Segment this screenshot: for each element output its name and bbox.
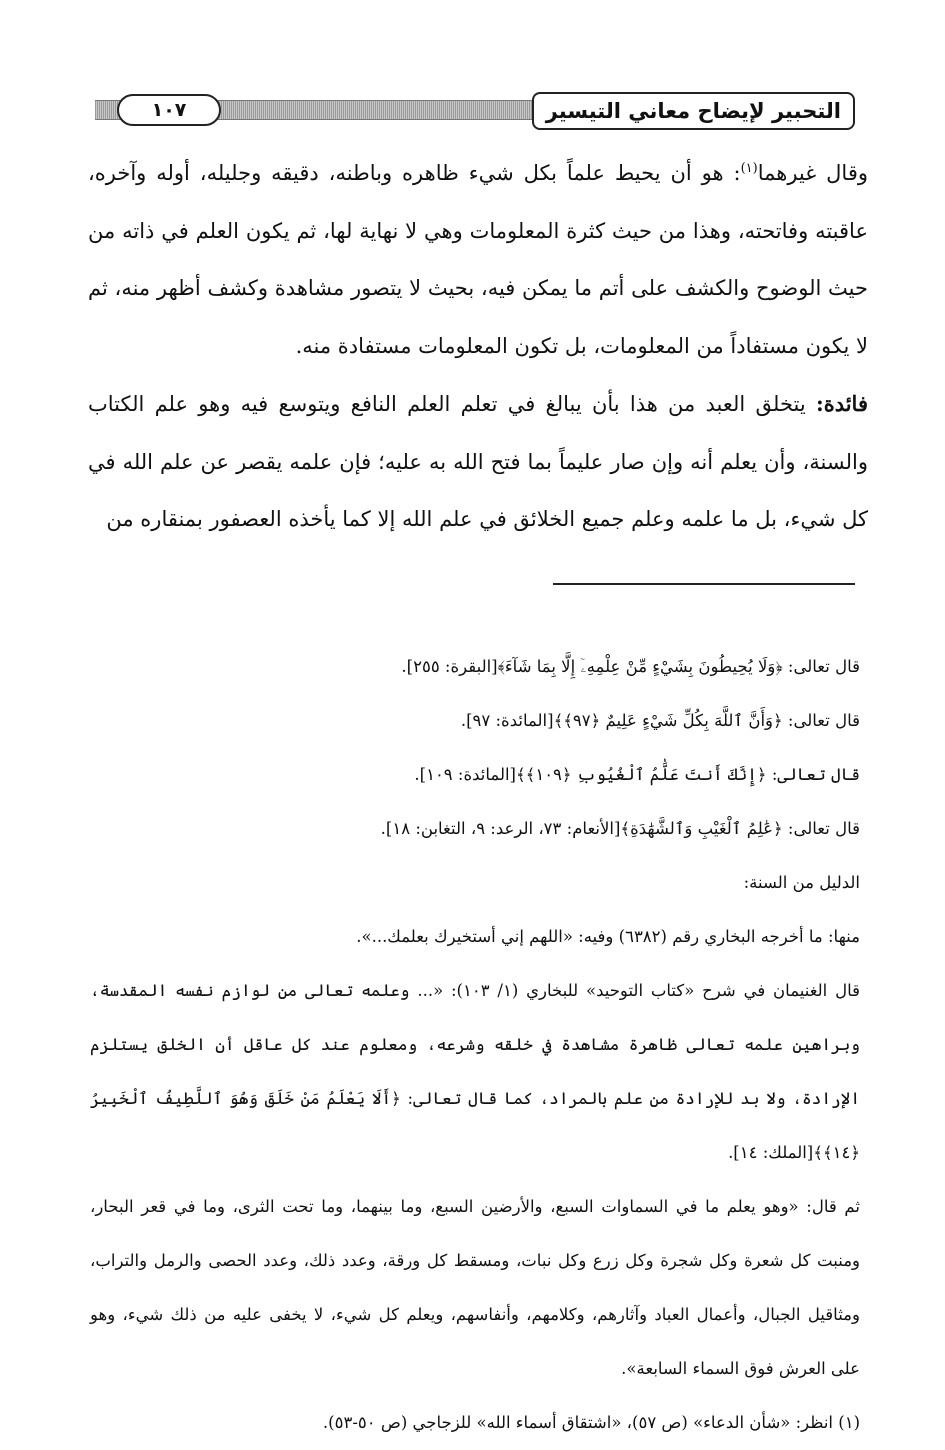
note-line-anam: قال تعالى: ﴿عَٰلِمُ ٱلْغَيْبِ وَٱلشَّهَٰدَةِ﴾[الأنعام: ٧٣، الرعد: ٩، التغابن: ١٨]. xyxy=(380,819,860,838)
note-line-maida-97: قال تعالى: ﴿وَأَنَّ ٱللَّهَ بِكُلِّ شَيْءٍ عَلِيمٌ ﴿٩٧﴾﴾[المائدة: ٩٧]. xyxy=(460,711,860,730)
footnotes-section xyxy=(90,640,860,1450)
note-line-maida-109: قال تعالى: ﴿إِنَّكَ أَنتَ عَلَّٰمُ ٱلْغُيُوبِ ﴿١٠٩﴾﴾[المائدة: ١٠٩]. xyxy=(414,765,860,784)
note-block-ghunayman: قال الغنيمان في شرح «كتاب التوحيد» للبخاري (١/ ١٠٣): «... وعلمه تعالى من لوازم نفسه المقدسة، وبراهين علمه تعالى ظاهرة مشاهدة في خلقه وشرعه، ومعلوم عند كل عاقل أن الخلق يستلزم الإرادة، ولا بد للإرادة من علم بالمراد، كما قال تعالى: ﴿أَلَا يَعْلَمُ مَنْ خَلَقَ وَهُوَ ٱللَّطِيفُ ٱلْخَبِيرُ ﴿١٤﴾﴾[الملك: ١٤]. xyxy=(90,981,860,1162)
footnote-1: (١) انظر: «شأن الدعاء» (ص ٥٧)، «اشتقاق أسماء الله» للزجاجي (ص ٥٠-٥٣). xyxy=(322,1413,860,1432)
page-header xyxy=(95,92,855,132)
paragraph-definition-start: وقال غيرهما xyxy=(757,161,868,185)
book-title: التحبير لإيضاح معاني التيسير xyxy=(532,92,855,130)
note-line-baqara: قال تعالى: ﴿وَلَا يُحِيطُونَ بِشَيْءٍ مِّنْ عِلْمِهِۦٓ إِلَّا بِمَا شَآءَ﴾[البقرة: ٢٥٥]. xyxy=(401,657,860,676)
page-number: ١٠٧ xyxy=(117,94,221,126)
note-line-bukhari: منها: ما أخرجه البخاري رقم (٦٣٨٢) وفيه: «اللهم إني أستخيرك بعلمك...». xyxy=(356,927,860,946)
footnote-marker: (١) xyxy=(740,161,758,176)
note-line-sunnah-heading: الدليل من السنة: xyxy=(743,873,860,892)
paragraph-definition xyxy=(88,140,868,375)
paragraph-definition-body: : هو أن يحيط علماً بكل شيء ظاهره وباطنه، دقيقه وجليله، أوله وآخره، عاقبته وفاتحته، وهذا من حيث كثرة المعلومات وهي لا نهاية لها، ثم يكون العلم في ذاته من حيث الوضوح والكشف على أتم ما يمكن فيه، بحيث لا يتصور مشاهدة وكشف أظهر منه، ثم لا يكون مستفاداً من المعلومات، بل تكون المعلومات مستفادة منه. xyxy=(88,161,868,358)
paragraph-benefit xyxy=(88,375,868,549)
note-block-quote: ثم قال: «وهو يعلم ما في السماوات السبع، والأرضين السبع، وما بينهما، وما تحت الثرى، وما في قعر البحار، ومنبت كل شعرة وكل شجرة وكل زرع وكل نبات، ومسقط كل ورقة، وعدد ذلك، وعدد الحصى والرمل والتراب، ومثاقيل الجبال، وأعمال العباد وآثارهم، وكلامهم، وأنفاسهم، ويعلم كل شيء، لا يخفى عليه من ذلك شيء، وهو على العرش فوق السماء السابعة». xyxy=(90,1197,860,1378)
benefit-label: فائدة: xyxy=(815,391,868,416)
paragraph-benefit-body: يتخلق العبد من هذا بأن يبالغ في تعلم العلم النافع ويتوسع فيه وهو علم الكتاب والسنة، وأن يعلم أنه وإن صار عليماً بما فتح الله به عليه؛ فإن علمه يقصر عن علم الله في كل شيء، بل ما علمه وعلم جميع الخلائق في علم الله إلا كما يأخذه العصفور بمنقاره من xyxy=(88,392,868,531)
footnote-separator xyxy=(553,583,855,585)
main-text xyxy=(88,140,868,549)
